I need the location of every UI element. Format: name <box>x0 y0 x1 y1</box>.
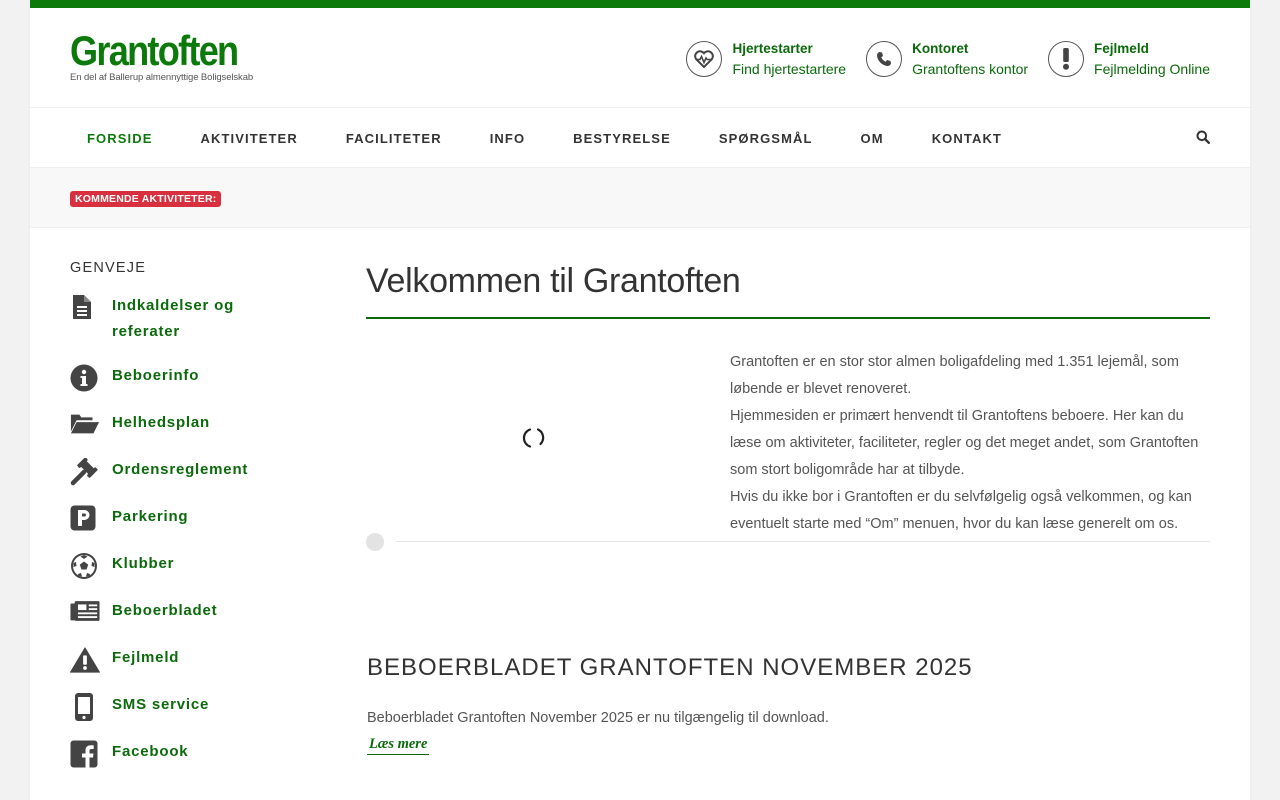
sidebar-item-ordensreglement[interactable] <box>70 458 310 486</box>
nav-item-kontakt[interactable]: KONTAKT <box>931 130 1002 146</box>
logo-tagline: En del af Ballerup almennyttige Boligselskab <box>70 72 254 83</box>
mobile-icon <box>70 693 100 721</box>
info-icon <box>70 364 100 392</box>
nav-item-spoergsmaal[interactable]: SPØRGSMÅL <box>718 130 813 146</box>
sidebar-item-label: Indkaldelser og referater <box>112 297 235 340</box>
post-title[interactable]: BEBOERBLADET GRANTOFTEN NOVEMBER 2025 <box>367 654 973 681</box>
sidebar-shortcuts <box>70 260 310 787</box>
contact-title: Kontoret <box>912 41 969 56</box>
sidebar-item-label: Fejlmeld <box>112 649 180 666</box>
heartbeat-icon <box>686 41 722 77</box>
site-logo[interactable] <box>70 27 265 83</box>
nav-item-forside[interactable]: FORSIDE <box>87 130 153 146</box>
main-navigation <box>30 108 1250 168</box>
contact-title: Hjertestarter <box>732 41 813 56</box>
newspaper-icon <box>70 599 100 627</box>
sidebar-item-klubber[interactable] <box>70 552 310 580</box>
page-title: Velkommen til Grantoften <box>366 262 1210 319</box>
nav-item-faciliteter[interactable]: FACILITETER <box>345 130 442 146</box>
sidebar-item-beboerinfo[interactable] <box>70 364 310 392</box>
top-accent-bar <box>30 0 1250 8</box>
football-icon <box>70 552 100 580</box>
sidebar-item-helhedsplan[interactable] <box>70 411 310 439</box>
sidebar-item-fejlmeld[interactable] <box>70 646 310 674</box>
header <box>30 8 1250 108</box>
sidebar-item-facebook[interactable] <box>70 740 310 768</box>
sidebar-item-label: Helhedsplan <box>112 414 210 431</box>
sidebar-item-sms-service[interactable] <box>70 693 310 721</box>
contact-subtitle[interactable]: Fejlmelding Online <box>1094 61 1210 77</box>
sidebar-item-label: Facebook <box>112 743 189 760</box>
read-more-link[interactable]: Læs mere <box>367 736 429 755</box>
sidebar-item-label: Beboerinfo <box>112 367 200 384</box>
parking-icon <box>70 505 100 533</box>
phone-icon <box>866 41 902 77</box>
section-divider <box>366 533 1210 553</box>
main-content <box>366 262 1210 752</box>
document-icon <box>70 294 100 322</box>
gavel-icon <box>70 458 100 486</box>
facebook-icon <box>70 740 100 768</box>
exclamation-icon <box>1048 41 1084 77</box>
intro-paragraph: Hjemmesiden er primært henvendt til Grantoftens beboere. Her kan du læse om aktiviteter, faciliteter, regler og det meget andet, som Grantoften som stort boligområde har at tilbyde. <box>730 408 1199 478</box>
intro-paragraph: Hvis du ikke bor i Grantoften er du selvfølgelig også velkommen, og kan eventuelt starte med “Om” menuen, hvor du kan læse generelt om os. <box>730 489 1192 532</box>
nav-item-om[interactable]: OM <box>860 130 884 146</box>
nav-item-bestyrelse[interactable]: BESTYRELSE <box>573 130 671 146</box>
nav-item-info[interactable]: INFO <box>489 130 526 146</box>
intro-text <box>730 349 1210 538</box>
sidebar-item-label: Klubber <box>112 555 175 572</box>
upcoming-activities-ticker <box>30 168 1250 228</box>
sidebar-item-parkering[interactable] <box>70 505 310 533</box>
logo-wordmark: Grantoften <box>70 27 238 74</box>
loading-spinner-icon <box>521 425 547 456</box>
intro-paragraph: Grantoften er en stor stor almen boligafdeling med 1.351 lejemål, som løbende er blevet renoveret. <box>730 354 1179 397</box>
contact-kontoret[interactable] <box>866 39 1028 79</box>
sidebar-item-label: SMS service <box>112 696 210 713</box>
contact-fejlmeld[interactable] <box>1048 39 1210 79</box>
post-excerpt: Beboerbladet Grantoften November 2025 er nu tilgængelig til download. <box>367 710 829 726</box>
contact-subtitle[interactable]: Grantoftens kontor <box>912 61 1029 77</box>
search-icon[interactable] <box>1196 130 1210 149</box>
page <box>30 0 1250 800</box>
sidebar-item-label: Beboerbladet <box>112 602 218 619</box>
sidebar-item-label: Ordensreglement <box>112 461 249 478</box>
sidebar-item-label: Parkering <box>112 508 189 525</box>
upcoming-activities-badge: KOMMENDE AKTIVITETER: <box>70 191 221 207</box>
folder-open-icon <box>70 411 100 439</box>
nav-item-aktiviteter[interactable]: AKTIVITETER <box>200 130 298 146</box>
contact-hjertestarter[interactable] <box>686 39 846 79</box>
sidebar-item-indkaldelser[interactable] <box>70 294 310 345</box>
sidebar-title: GENVEJE <box>70 260 147 276</box>
divider-dot <box>366 533 384 551</box>
header-contacts <box>686 39 1210 79</box>
divider-line <box>396 541 1210 542</box>
contact-title: Fejlmeld <box>1094 41 1149 56</box>
contact-subtitle[interactable]: Find hjertestartere <box>732 61 847 77</box>
sidebar-item-beboerbladet[interactable] <box>70 599 310 627</box>
warning-icon <box>70 646 100 674</box>
